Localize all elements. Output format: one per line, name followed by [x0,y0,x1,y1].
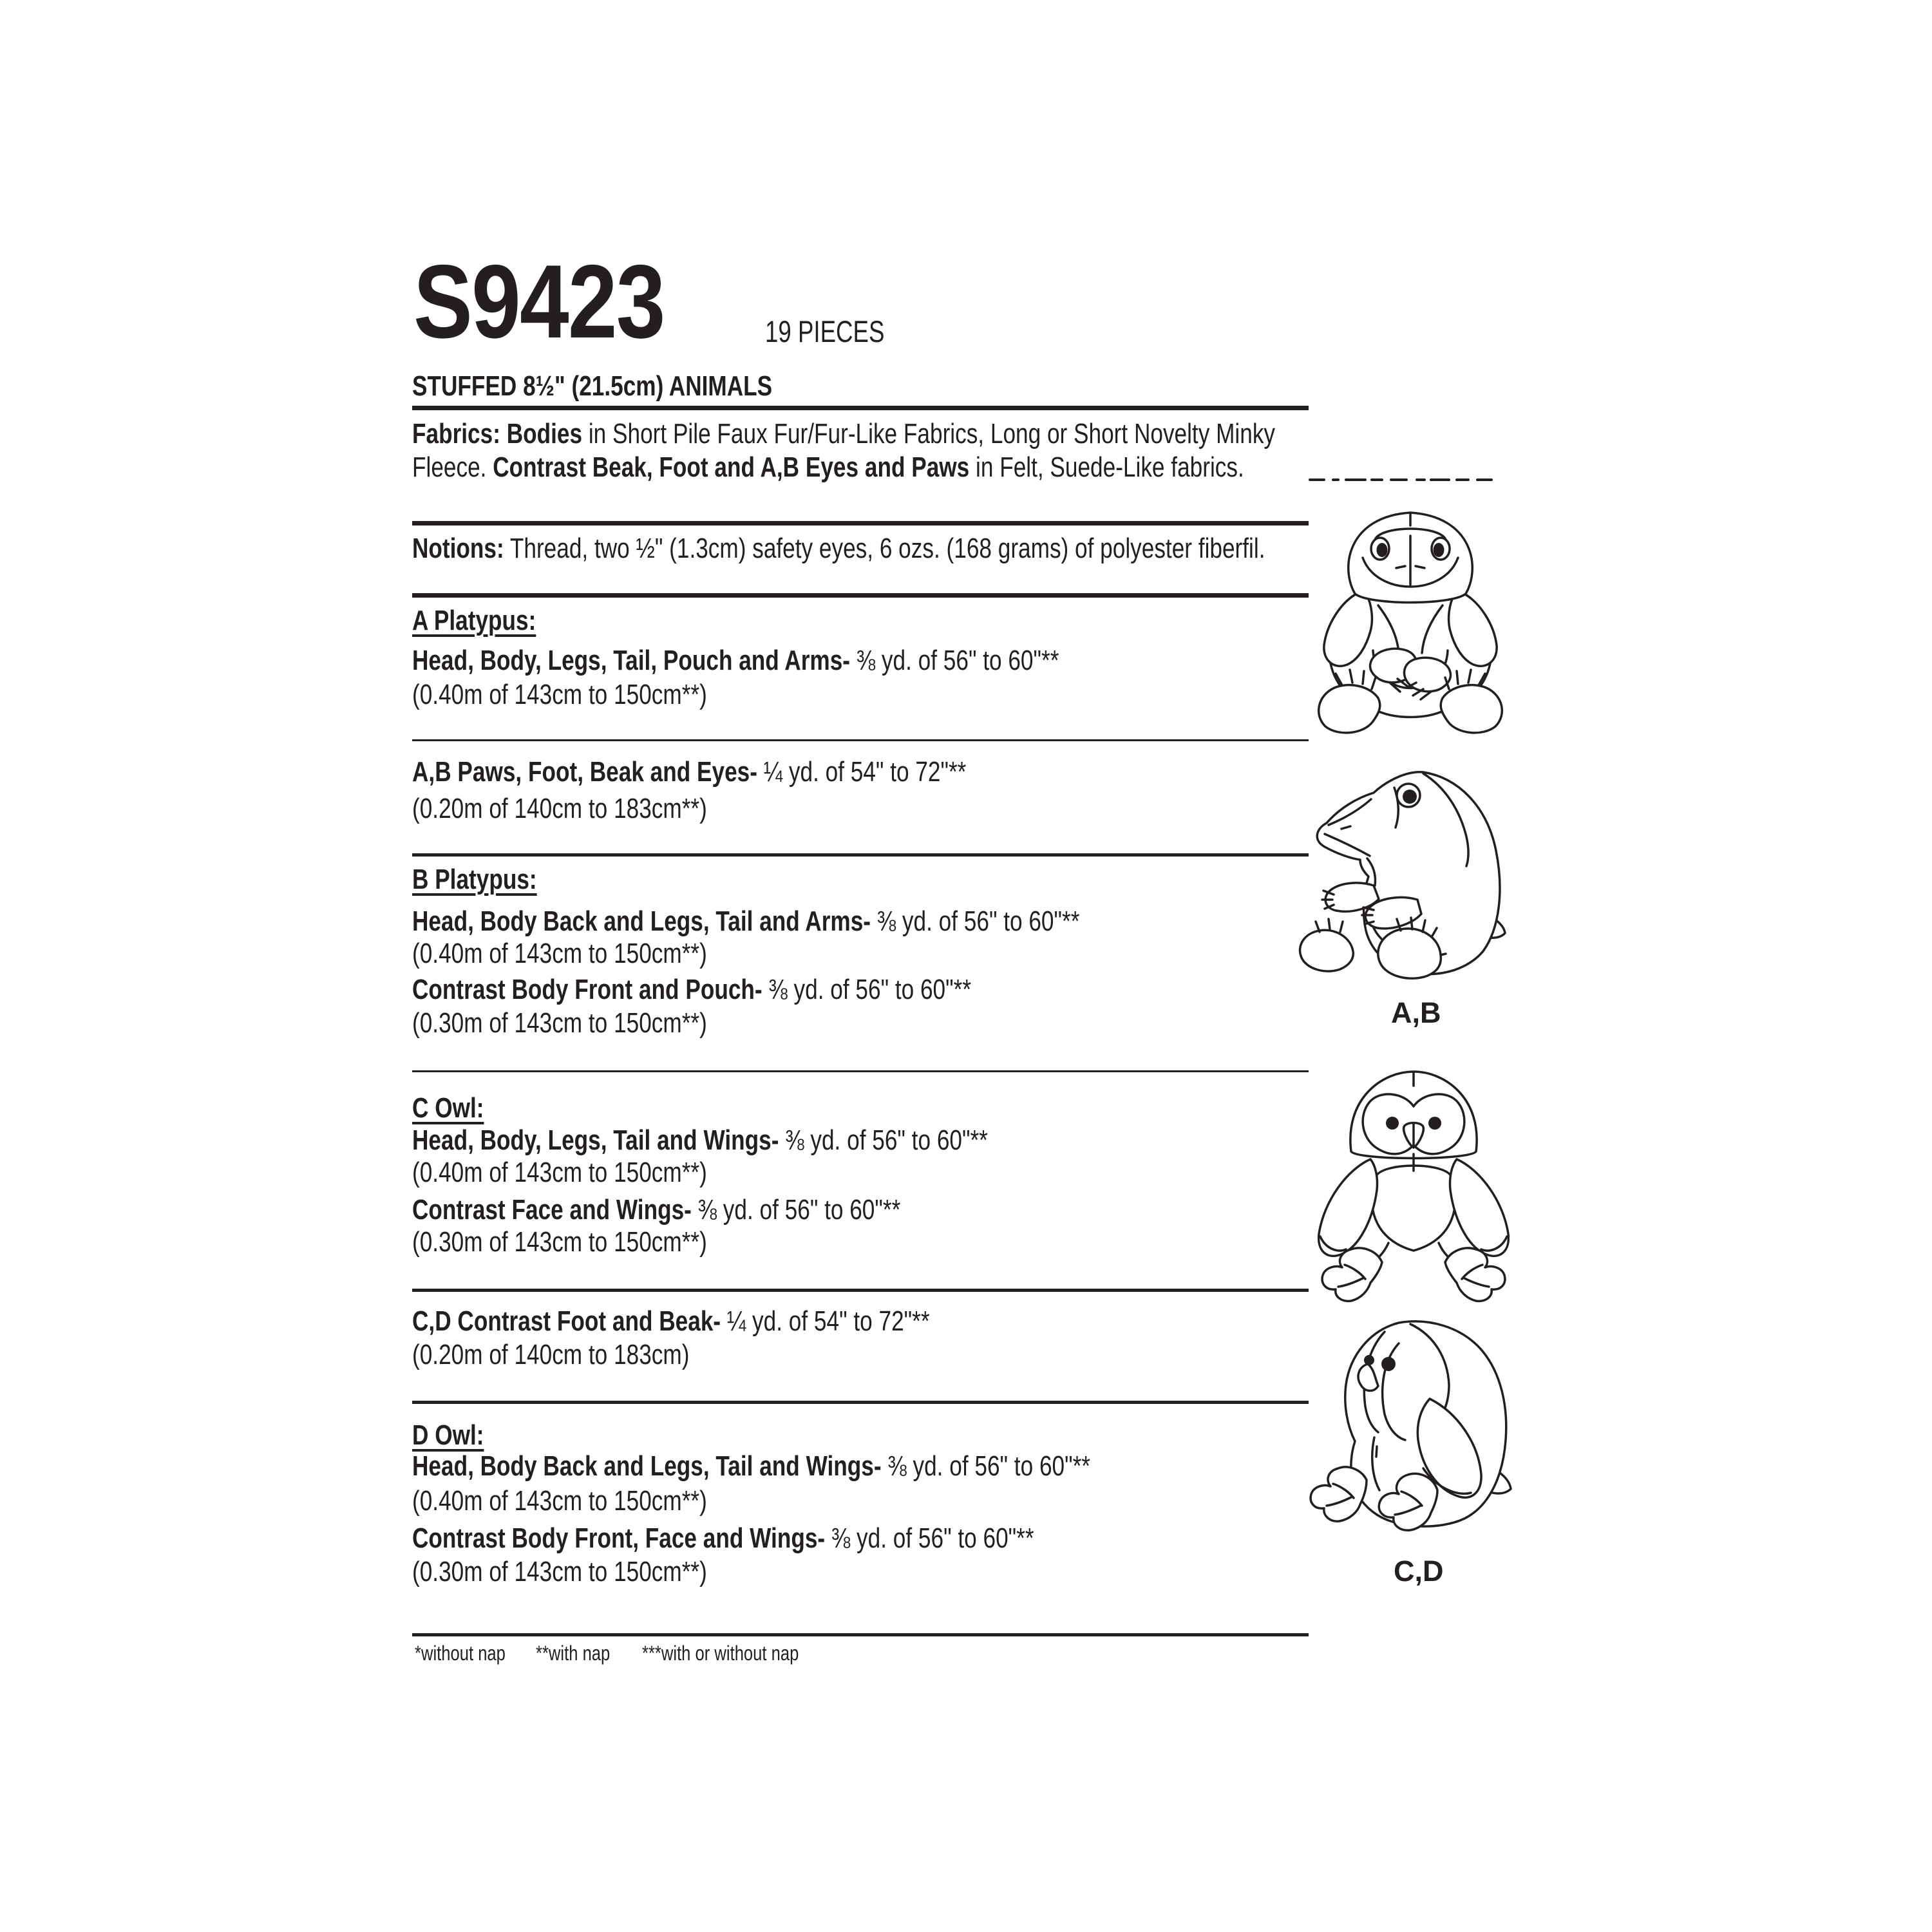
metric-line [412,1009,707,1037]
metric-amount: (0.30m of 143cm to 150cm**) [412,1226,707,1258]
owl-c-front-illustration [1306,1068,1522,1309]
notions-line [412,535,1265,563]
yardage-amount: ¼ yd. of 54" to 72"** [721,1305,930,1337]
divider [412,853,1309,857]
metric-line [412,1487,707,1515]
view-label-ab: A,B [1391,996,1441,1029]
metric-amount: (0.20m of 140cm to 183cm**) [412,793,707,824]
metric-line [412,795,707,823]
view-label-cd: C,D [1394,1555,1444,1587]
section-heading-c-owl: C Owl: [412,1092,484,1124]
yardage-pieces: C,D Contrast Foot and Beak- [412,1305,721,1337]
fabrics-contrast-label: Contrast Beak, Foot and A,B Eyes and Paws [493,451,970,483]
divider [412,1070,1309,1072]
footnote-without-nap: *without nap [415,1642,506,1665]
yardage-line [412,907,1079,936]
cropped-print-remnant [1309,477,1495,482]
footnote-with-or-without-nap: ***with or without nap [642,1642,799,1665]
metric-line [412,1558,707,1586]
platypus-b-side-illustration [1291,762,1513,986]
owl-d-side-illustration [1302,1318,1521,1543]
yardage-amount: ⅜ yd. of 56" to 60"** [762,974,972,1005]
yardage-pieces: Head, Body Back and Legs, Tail and Wings- [412,1450,882,1482]
yardage-pieces: Head, Body, Legs, Tail and Wings- [412,1124,779,1156]
yardage-amount: ⅜ yd. of 56" to 60"** [691,1194,901,1226]
yardage-pieces: Head, Body Back and Legs, Tail and Arms- [412,905,871,937]
metric-line [412,940,707,968]
divider [412,1401,1309,1404]
pieces-count: 19 PIECES [765,314,885,348]
section-heading-a-platypus: A Platypus: [412,605,536,636]
yardage-pieces: Head, Body, Legs, Tail, Pouch and Arms- [412,645,850,676]
yardage-line [412,1196,900,1224]
yardage-line [412,976,971,1004]
metric-amount: (0.40m of 143cm to 150cm**) [412,679,707,710]
yardage-amount: ⅜ yd. of 56" to 60"** [850,645,1059,676]
fabrics-label: Fabrics: Bodies [412,418,583,450]
yardage-line [412,1524,1034,1553]
yardage-amount: ⅜ yd. of 56" to 60"** [871,905,1080,937]
pattern-number: S9423 [413,243,665,360]
yardage-line [412,1452,1090,1481]
metric-line [412,681,707,709]
metric-amount: (0.30m of 143cm to 150cm**) [412,1007,707,1039]
fabrics-line-2 [412,453,1244,482]
section-heading-b-platypus: B Platypus: [412,864,537,895]
yardage-pieces: Contrast Body Front and Pouch- [412,974,762,1005]
metric-amount: (0.40m of 143cm to 150cm**) [412,938,707,969]
fabrics-text: in Short Pile Faux Fur/Fur-Like Fabrics, Long or Short Novelty Minky [582,418,1276,450]
metric-amount: (0.20m of 140cm to 183cm) [412,1339,690,1370]
yardage-line [412,1307,930,1336]
fabrics-text: in Felt, Suede-Like fabrics. [969,451,1244,483]
divider [412,1633,1309,1636]
yardage-amount: ⅜ yd. of 56" to 60"** [779,1124,988,1156]
yardage-amount: ¼ yd. of 54" to 72"** [757,756,967,788]
yardage-pieces: A,B Paws, Foot, Beak and Eyes- [412,756,757,788]
divider [412,593,1309,598]
divider [412,406,1309,410]
metric-line [412,1228,707,1256]
fabrics-text: Fleece. [412,451,493,483]
metric-amount: (0.30m of 143cm to 150cm**) [412,1556,707,1587]
metric-amount: (0.40m of 143cm to 150cm**) [412,1485,707,1517]
metric-line [412,1159,707,1187]
metric-line [412,1341,689,1369]
metric-amount: (0.40m of 143cm to 150cm**) [412,1157,707,1188]
yardage-line [412,647,1059,675]
notions-text: Thread, two ½" (1.3cm) safety eyes, 6 ozs. (168 grams) of polyester fiberfil. [504,533,1265,564]
divider [412,1289,1309,1292]
footnote-with-nap: **with nap [536,1642,611,1665]
fabrics-line-1 [412,420,1275,448]
notions-label: Notions: [412,533,504,564]
platypus-a-front-illustration [1314,497,1507,737]
pattern-subtitle: STUFFED 8½" (21.5cm) ANIMALS [412,370,773,402]
yardage-pieces: Contrast Face and Wings- [412,1194,692,1226]
yardage-amount: ⅜ yd. of 56" to 60"** [881,1450,1090,1482]
yardage-line [412,758,966,786]
yardage-amount: ⅜ yd. of 56" to 60"** [825,1522,1034,1554]
yardage-pieces: Contrast Body Front, Face and Wings- [412,1522,826,1554]
section-heading-d-owl: D Owl: [412,1419,484,1451]
yardage-line [412,1126,988,1155]
divider [412,521,1309,526]
divider [412,739,1309,741]
